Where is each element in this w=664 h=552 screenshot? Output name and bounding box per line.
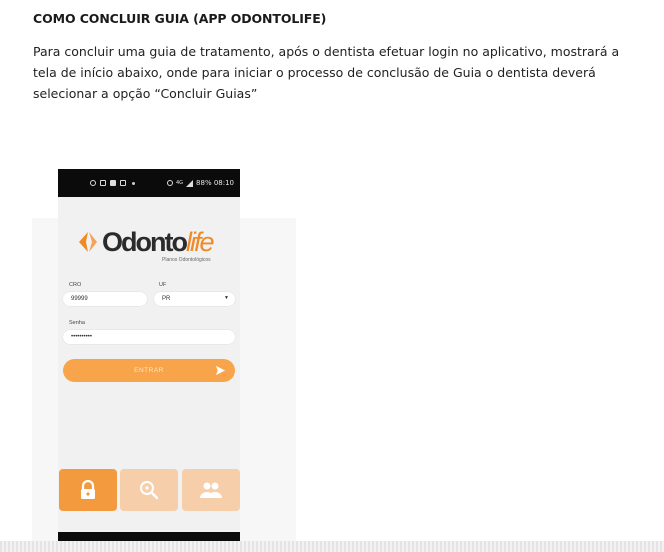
battery-time-text: 88% 08:10 [196,179,234,187]
tile-beneficiarios[interactable] [182,469,240,511]
notification-icon [100,180,106,186]
logo-wordmark [102,227,212,258]
signal-text: 4G [175,180,184,186]
tile-consultar[interactable] [120,469,178,511]
status-bar [58,169,240,197]
odontolife-logo [76,227,226,267]
phone-screenshot [58,169,240,544]
uf-select[interactable] [154,292,235,306]
users-icon [199,481,223,499]
chevron-down-icon: ▼ [224,295,229,301]
send-icon [215,365,226,376]
notification-icon [90,180,96,186]
entrar-button[interactable] [63,359,235,382]
tile-concluir-guias[interactable] [59,469,117,511]
logo-brand-accent: life [185,227,213,257]
uf-select-value: PR [162,296,171,302]
more-notifications-icon [132,182,135,185]
logo-mark-icon [76,230,100,254]
notification-icon [120,180,126,186]
logo-tagline: Planos Odontológicos [162,257,211,263]
status-bar-icons-left [90,180,126,186]
senha-label: Senha [69,320,85,326]
cro-label: CRO [69,282,82,288]
page-bottom-edge [0,541,664,552]
logo-brand-main: Odonto [102,227,186,257]
entrar-button-label: ENTRAR [134,367,164,374]
cro-input[interactable]: 99999 [63,292,147,306]
document-paragraph: Para concluir uma guia de tratamento, após o dentista efetuar login no aplicativo, mostrará a tela de início abaixo, onde para iniciar o processo de conclusão de Guia o dentista deverá selecionar a opção “Concluir Guias” [33,44,620,101]
search-icon [139,480,159,500]
alarm-icon [167,180,173,186]
senha-input[interactable]: •••••••••• [63,330,235,344]
status-bar-icons-right [167,179,234,187]
signal-icon [186,180,193,187]
home-tiles [58,469,240,511]
document-title: COMO CONCLUIR GUIA (APP ODONTOLIFE) [33,11,327,26]
notification-icon [110,180,116,186]
uf-label: UF [159,282,167,288]
lock-icon [79,480,97,500]
